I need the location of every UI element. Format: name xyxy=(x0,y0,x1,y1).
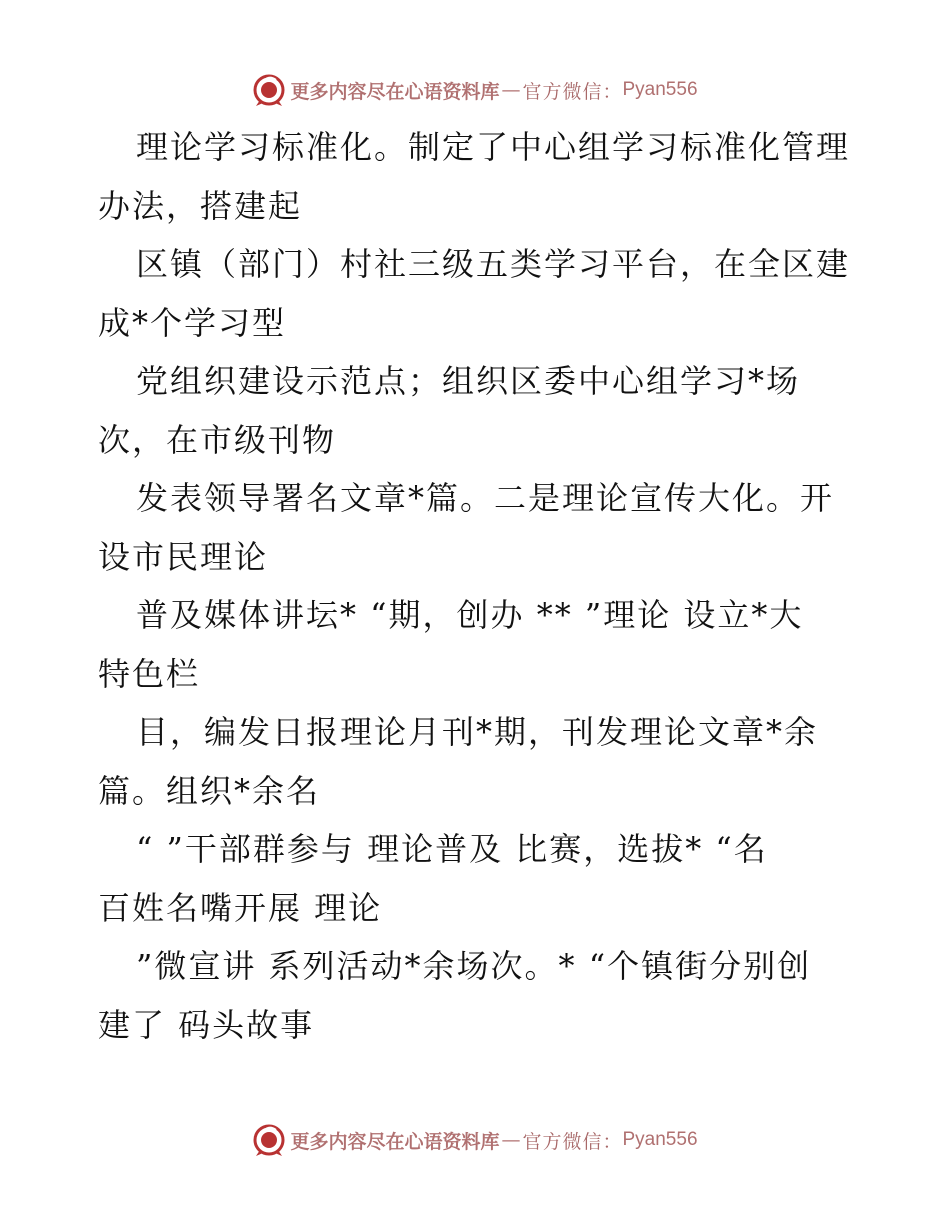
text-line: 百姓名嘴开展 理论 xyxy=(98,888,383,927)
text-line: 设市民理论 xyxy=(98,537,269,576)
text-line: ”微宣讲 系列活动*余场次。* “个镇街分别创 xyxy=(136,947,812,985)
text-line: 党组织建设示范点；组织区委中心组学习*场 xyxy=(136,362,801,400)
banner-main-text: 更多内容尽在心语资料库 xyxy=(290,1130,500,1153)
text-line: 区镇（部门）村社三级五类学习平台，在全区建 xyxy=(136,245,851,283)
banner-dash: — xyxy=(501,1129,521,1151)
banner-label: 官方微信： xyxy=(522,80,623,103)
banner-wechat-id: Pyan556 xyxy=(622,79,698,100)
header-banner xyxy=(0,70,950,110)
text-line: 特色栏 xyxy=(98,654,201,693)
text-line: 普及媒体讲坛* “期，创办 ** ”理论 设立*大 xyxy=(136,596,804,634)
banner-main-text: 更多内容尽在心语资料库 xyxy=(290,80,500,103)
text-line: 建了 码头故事 xyxy=(98,1005,315,1044)
text-line: 次，在市级刊物 xyxy=(98,420,337,459)
banner-label: 官方微信： xyxy=(522,1130,623,1153)
document-body xyxy=(98,118,858,1054)
text-line: 办法，搭建起 xyxy=(98,186,303,225)
banner-wechat-id: Pyan556 xyxy=(622,1129,698,1150)
text-line: 发表领导署名文章*篇。二是理论宣传大化。开 xyxy=(136,479,835,517)
ribbon-seal-icon xyxy=(252,1123,286,1157)
ribbon-seal-icon xyxy=(252,73,286,107)
text-line: 目，编发日报理论月刊*期，刊发理论文章*余 xyxy=(136,713,819,751)
text-line: “ ”干部群参与 理论普及 比赛，选拔* “名 xyxy=(136,830,768,868)
text-line: 篇。组织*余名 xyxy=(98,771,321,810)
text-line: 理论学习标准化。制定了中心组学习标准化管理 xyxy=(136,128,851,166)
text-line: 成*个学习型 xyxy=(98,303,287,342)
banner-dash: — xyxy=(501,79,521,101)
footer-banner xyxy=(0,1120,950,1160)
